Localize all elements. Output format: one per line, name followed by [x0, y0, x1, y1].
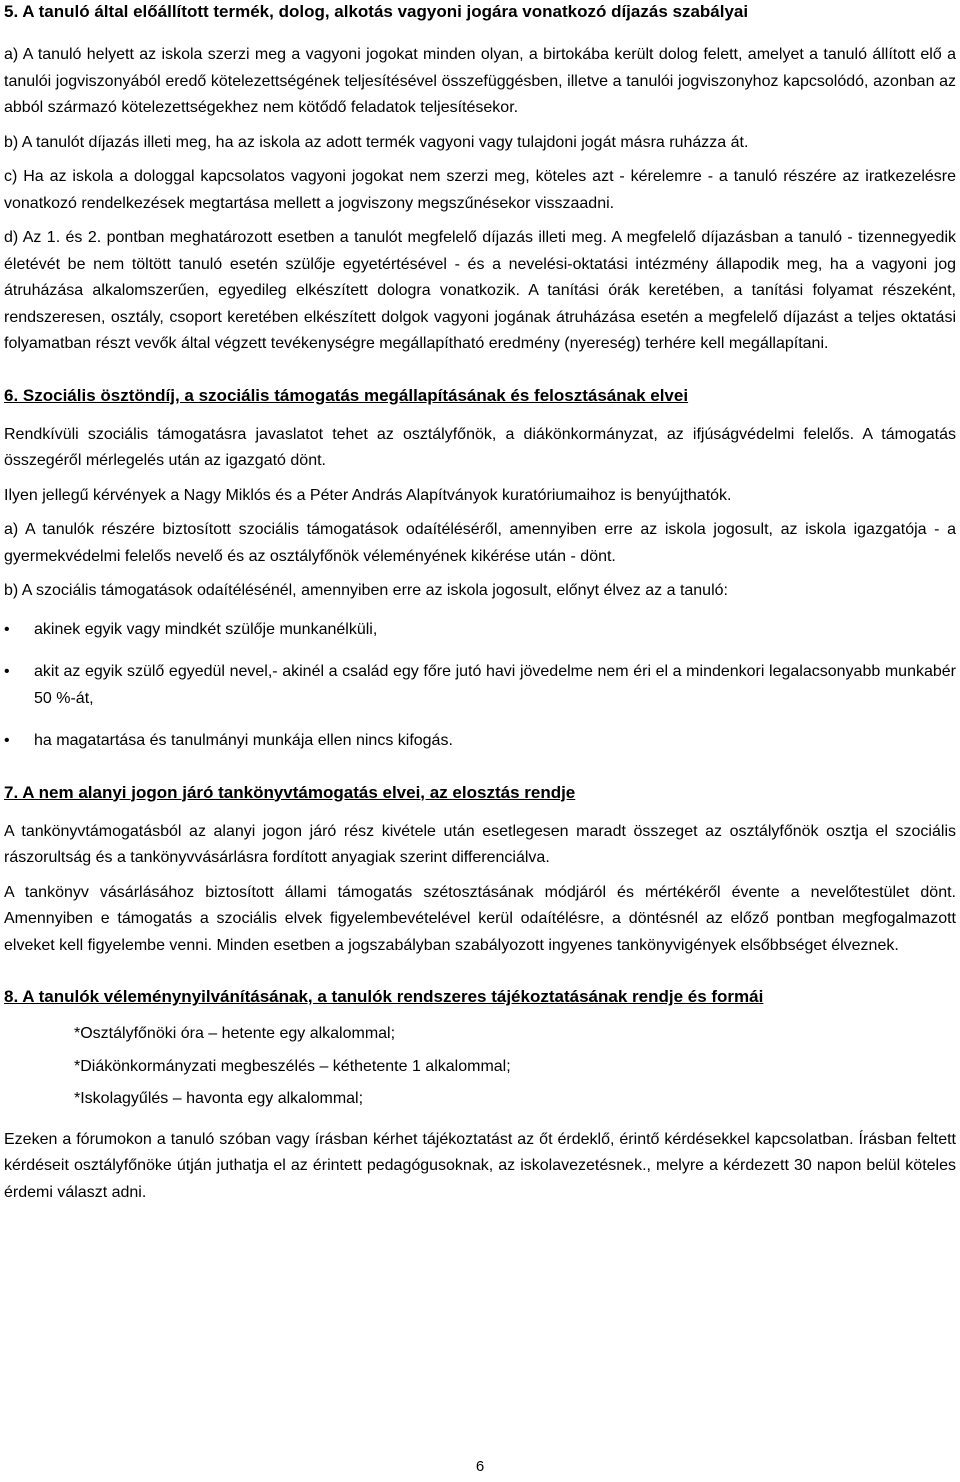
section-5-heading: 5. A tanuló által előállított termék, dolog, alkotás vagyoni jogára vonatkozó díjazás szabályai: [4, 2, 749, 21]
forum-item: *Diákönkormányzati megbeszélés – kéthetente 1 alkalommal;: [74, 1057, 511, 1075]
section-6-heading: 6. Szociális ösztöndíj, a szociális támogatás megállapításának és felosztásának elvei: [4, 385, 689, 405]
list-item: [4, 659, 956, 712]
list-item-text: akinek egyik vagy mindkét szülője munkanélküli,: [34, 620, 378, 638]
section-8-paragraph-1: Ezeken a fórumokon a tanuló szóban vagy írásban kérhet tájékoztatást az őt érdeklő, érintő kérdésekkel kapcsolatban. Írásban feltett kérdéseit osztályfőnöke útján juthatja el az érintett pedagógusoknak, az iskolavezetésnek., melyre a kérdezett 30 napon belül köteles érdemi választ adni.: [4, 1130, 956, 1201]
section-5-paragraph-d: d) Az 1. és 2. pontban meghatározott esetben a tanulót megfelelő díjazás illeti meg. A megfelelő díjazásban a tanuló - tizennegyedik életévét be nem töltött tanuló esetén szülője egyetértésével - és a nevelési-oktatási intézmény állapodik meg, ha a vagyoni jog átruházása alkalomszerűen, egyedileg elkészített dologra vonatkozik. A tanítási órák keretében, a tanítási folyamat részeként, rendszeresen, osztály, csoport keretében elkészített dolgok vagyoni jogának átruházása esetén a megfelelő díjazást a teljes oktatási folyamatban részt vevők által végzett tevékenységre megállapítható eredmény (nyereség) terhére kell megállapítani.: [4, 229, 956, 352]
section-7-paragraph-1: A tankönyvtámogatásból az alanyi jogon járó rész kivétele után esetlegesen maradt összeget az osztályfőnök osztja el szociális rászorultság és a tankönyvvásárlásra fordított anyagiak szerint differenciálva.: [4, 822, 956, 866]
list-item: [4, 728, 956, 755]
section-5-paragraph-c: c) Ha az iskola a dologgal kapcsolatos vagyoni jogokat nem szerzi meg, köteles azt - kérelemre - a tanuló részére az iratkezelésre vonatkozó rendelkezések megtartása mellett a jogviszony megszűnésekor visszaadni.: [4, 168, 956, 212]
section-5-paragraph-a: a) A tanuló helyett az iskola szerzi meg a vagyoni jogokat minden olyan, a birtokába került dolog felett, amelyet a tanuló állított elő a tanulói jogviszonyából eredő kötelezettségének teljesítésével összefüggésben, illetve a tanulói jogviszonyhoz kapcsolódó, azonban az abból származó kötelezettségekhez nem kötődő feladatok teljesítésekor.: [4, 46, 956, 116]
list-item-text: akit az egyik szülő egyedül nevel,- akinél a család egy főre jutó havi jövedelme nem éri el a mindenkori legalacsonyabb munkabér 50 %-át,: [34, 663, 956, 707]
list-item-text: ha magatartása és tanulmányi munkája ellen nincs kifogás.: [34, 732, 453, 749]
bullet-icon: •: [4, 620, 10, 638]
section-8-heading: 8. A tanulók véleménynyilvánításának, a tanulók rendszeres tájékoztatásának rendje és formái: [4, 987, 764, 1006]
section-7-paragraph-2: A tankönyv vásárlásához biztosított állami támogatás szétosztásának módjáról és mértékéről évente a nevelőtestület dönt. Amennyiben e támogatás a szociális elvek figyelembevételével kerül odaítélésre, a döntésnél az előző pontban megfogalmazott elveket kell figyelembe venni. Minden esetben a jogszabályban szabályozott ingyenes tankönyvigények elsőbbséget élveznek.: [4, 883, 956, 954]
document-page: [4, 0, 956, 1206]
section-6-paragraph-a: a) A tanulók részére biztosított szociális támogatások odaítéléséről, amennyiben erre az iskola jogosult, az iskola igazgatója - a gyermekvédelmi felelős nevelő és az osztályfőnök véleményének kikérése után - dönt.: [4, 521, 956, 565]
page-number: 6: [475, 1458, 485, 1475]
section-5-paragraph-b: b) A tanulót díjazás illeti meg, ha az iskola az adott termék vagyoni vagy tulajdoni jogát másra ruházza át.: [4, 133, 749, 151]
section-6-paragraph-1: Rendkívüli szociális támogatásra javaslatot tehet az osztályfőnök, a diákönkormányzat, az ifjúságvédelmi felelős. A támogatás összegéről mérlegelés után az igazgató dönt.: [4, 425, 956, 469]
bullet-icon: •: [4, 663, 10, 680]
forum-item: *Osztályfőnöki óra – hetente egy alkalommal;: [74, 1025, 396, 1042]
section-6-paragraph-2: Ilyen jellegű kérvények a Nagy Miklós és a Péter András Alapítványok kuratóriumaihoz is benyújthatók.: [4, 486, 732, 504]
bullet-icon: •: [4, 732, 10, 749]
forum-item: *Iskolagyűlés – havonta egy alkalommal;: [74, 1090, 364, 1107]
section-6-paragraph-b: b) A szociális támogatások odaítélésénél, amennyiben erre az iskola jogosult, előnyt élvez az a tanuló:: [4, 582, 728, 599]
list-item: [4, 617, 956, 644]
section-7-heading: 7. A nem alanyi jogon járó tankönyvtámogatás elvei, az elosztás rendje: [4, 782, 576, 802]
